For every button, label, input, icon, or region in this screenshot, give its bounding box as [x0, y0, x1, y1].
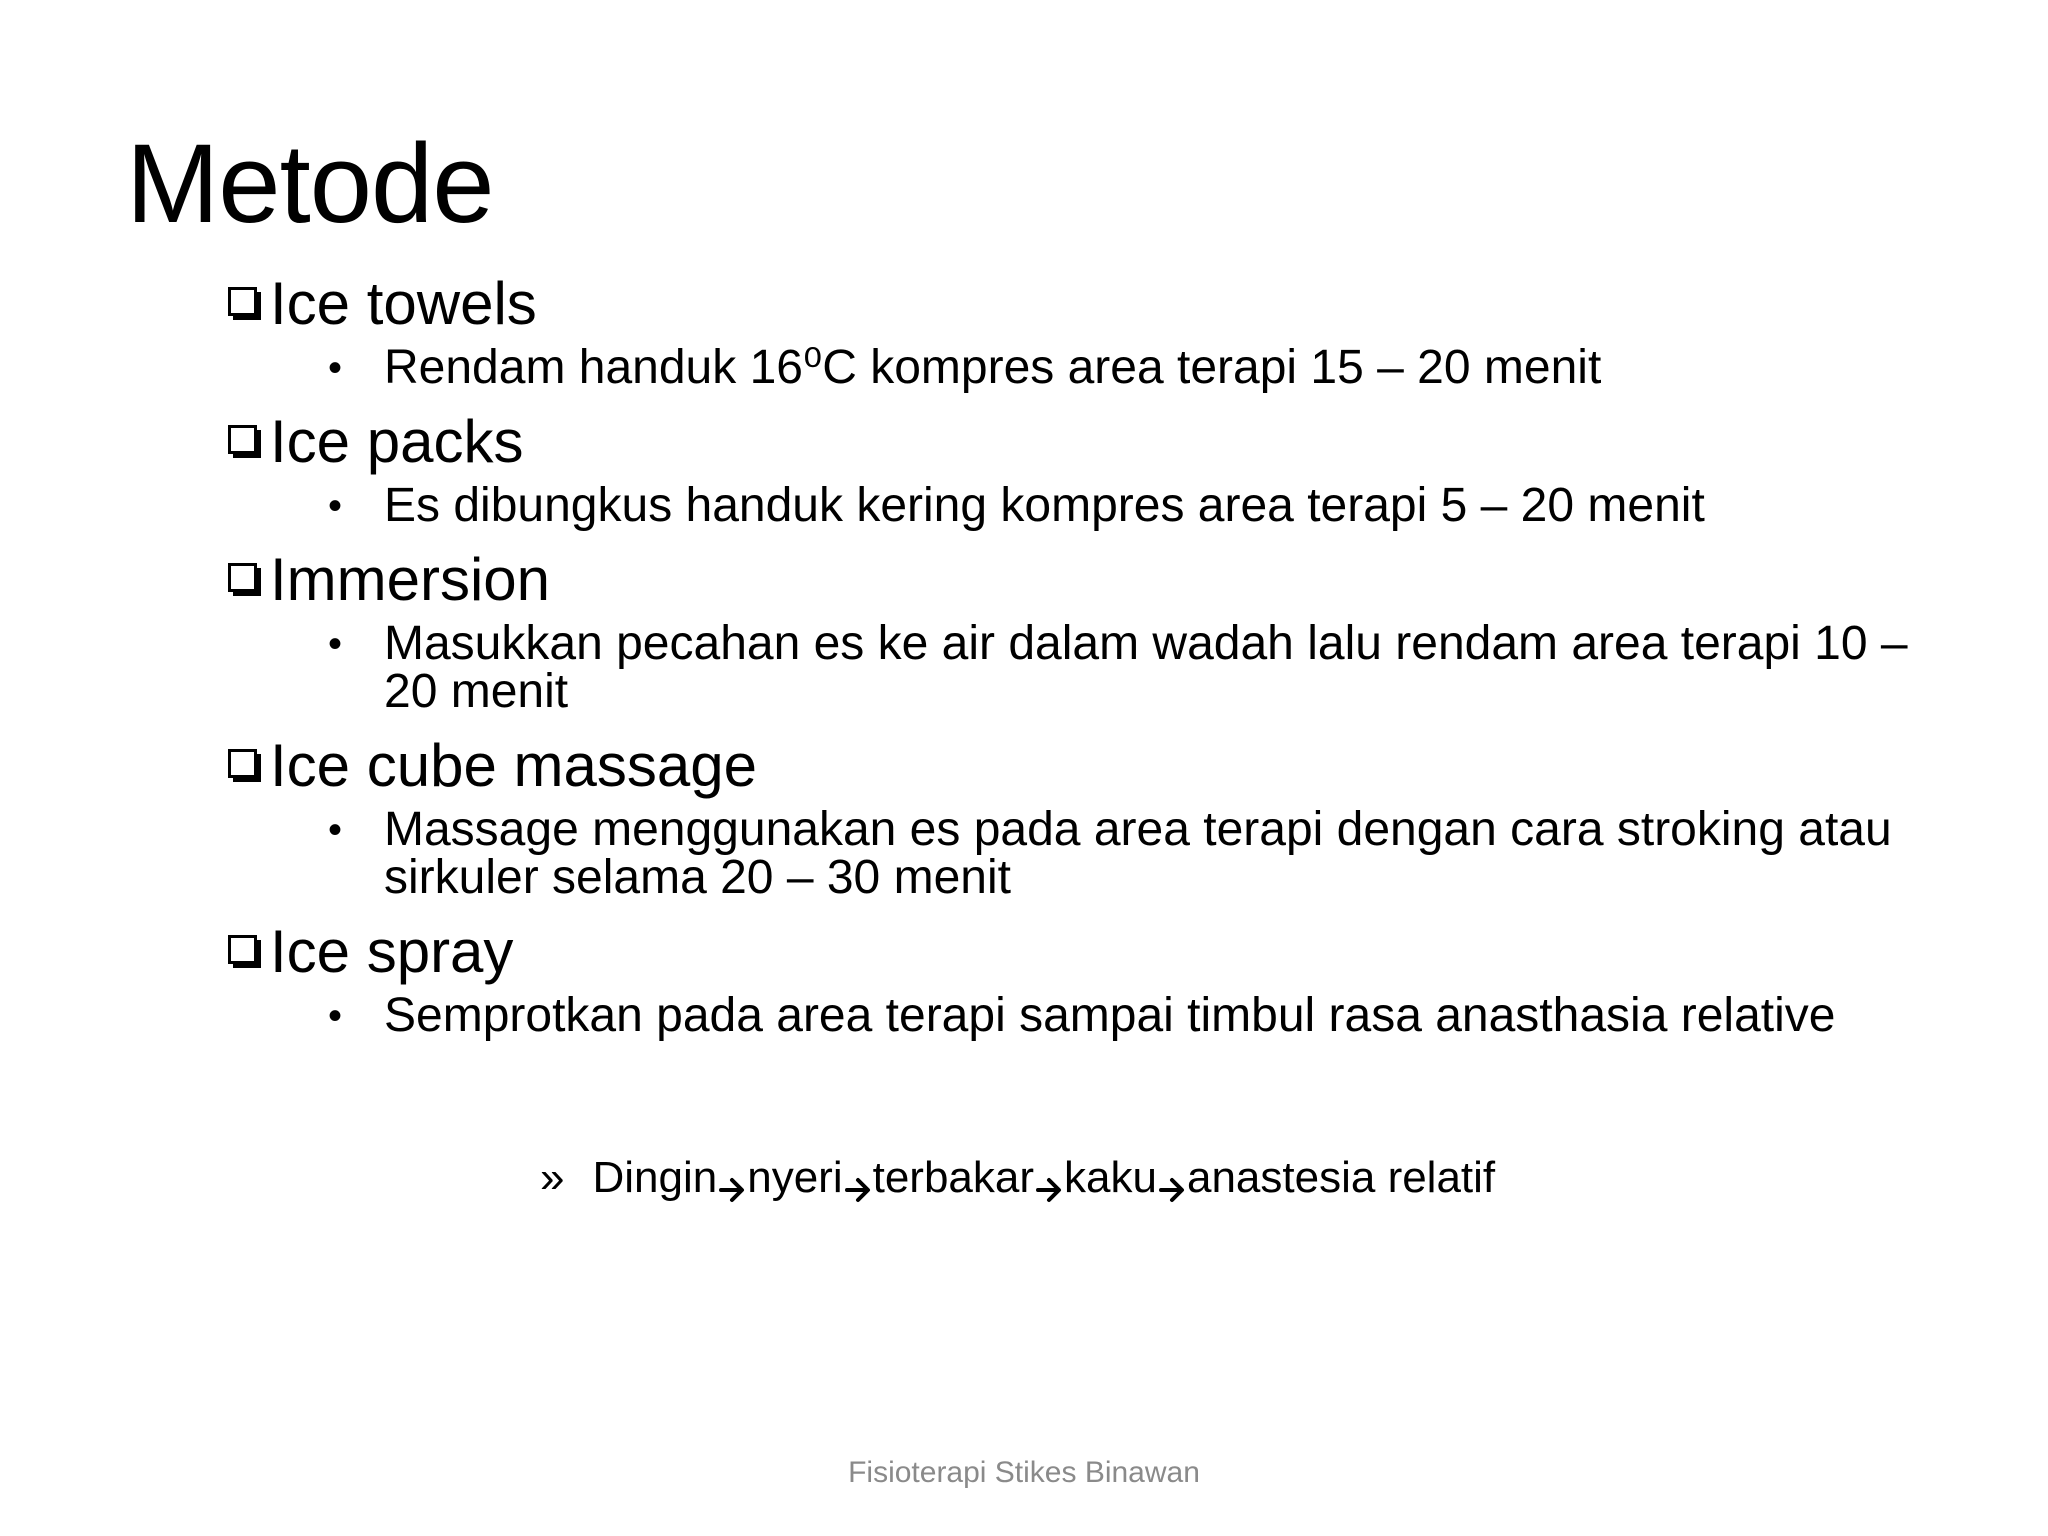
sequence-step: anastesia relatif [1186, 1153, 1496, 1202]
sensation-sequence [540, 1150, 1495, 1206]
list-item [228, 918, 1928, 1040]
arrow-right-icon [1159, 1163, 1185, 1193]
item-description: Rendam handuk 16⁰C kompres area terapi 15 – 20 menit [384, 341, 1602, 394]
sequence-step: terbakar [872, 1153, 1035, 1202]
bullet-icon: • [328, 622, 343, 666]
checkbox-icon [228, 935, 262, 969]
list-item [228, 270, 1928, 392]
sequence-step: nyeri [747, 1153, 843, 1202]
item-label: Ice packs [270, 408, 524, 475]
item-description: Semprotkan pada area terapi sampai timbul rasa anasthasia relative [384, 989, 1836, 1042]
bullet-icon: • [328, 808, 343, 852]
item-label: Ice cube massage [270, 732, 757, 799]
sequence-step: Dingin [592, 1153, 718, 1202]
bullet-icon: • [328, 346, 343, 390]
list-item [228, 408, 1928, 530]
checkbox-icon [228, 287, 262, 321]
item-label: Ice spray [270, 918, 514, 985]
list-item [228, 732, 1928, 902]
item-description: Massage menggunakan es pada area terapi dengan cara stroking atau sirkuler selama 20 – 30 menit [384, 803, 1892, 904]
checkbox-icon [228, 749, 262, 783]
bullet-icon: • [328, 484, 343, 528]
checkbox-icon [228, 425, 262, 459]
sequence-step: kaku [1064, 1153, 1157, 1202]
slide-title: Metode [126, 121, 494, 246]
note-marker: » [540, 1153, 565, 1202]
item-description: Es dibungkus handuk kering kompres area terapi 5 – 20 menit [384, 479, 1705, 532]
checkbox-icon [228, 563, 262, 597]
list-item [228, 546, 1928, 716]
arrow-right-icon [845, 1163, 871, 1193]
slide-footer: Fisioterapi Stikes Binawan [848, 1456, 1200, 1489]
item-label: Ice towels [270, 270, 537, 337]
method-list [228, 270, 1928, 1056]
arrow-right-icon [1036, 1163, 1062, 1193]
bullet-icon: • [328, 994, 343, 1038]
item-label: Immersion [270, 546, 551, 613]
arrow-right-icon [719, 1163, 745, 1193]
item-description: Masukkan pecahan es ke air dalam wadah lalu rendam area terapi 10 – 20 menit [384, 617, 1908, 718]
